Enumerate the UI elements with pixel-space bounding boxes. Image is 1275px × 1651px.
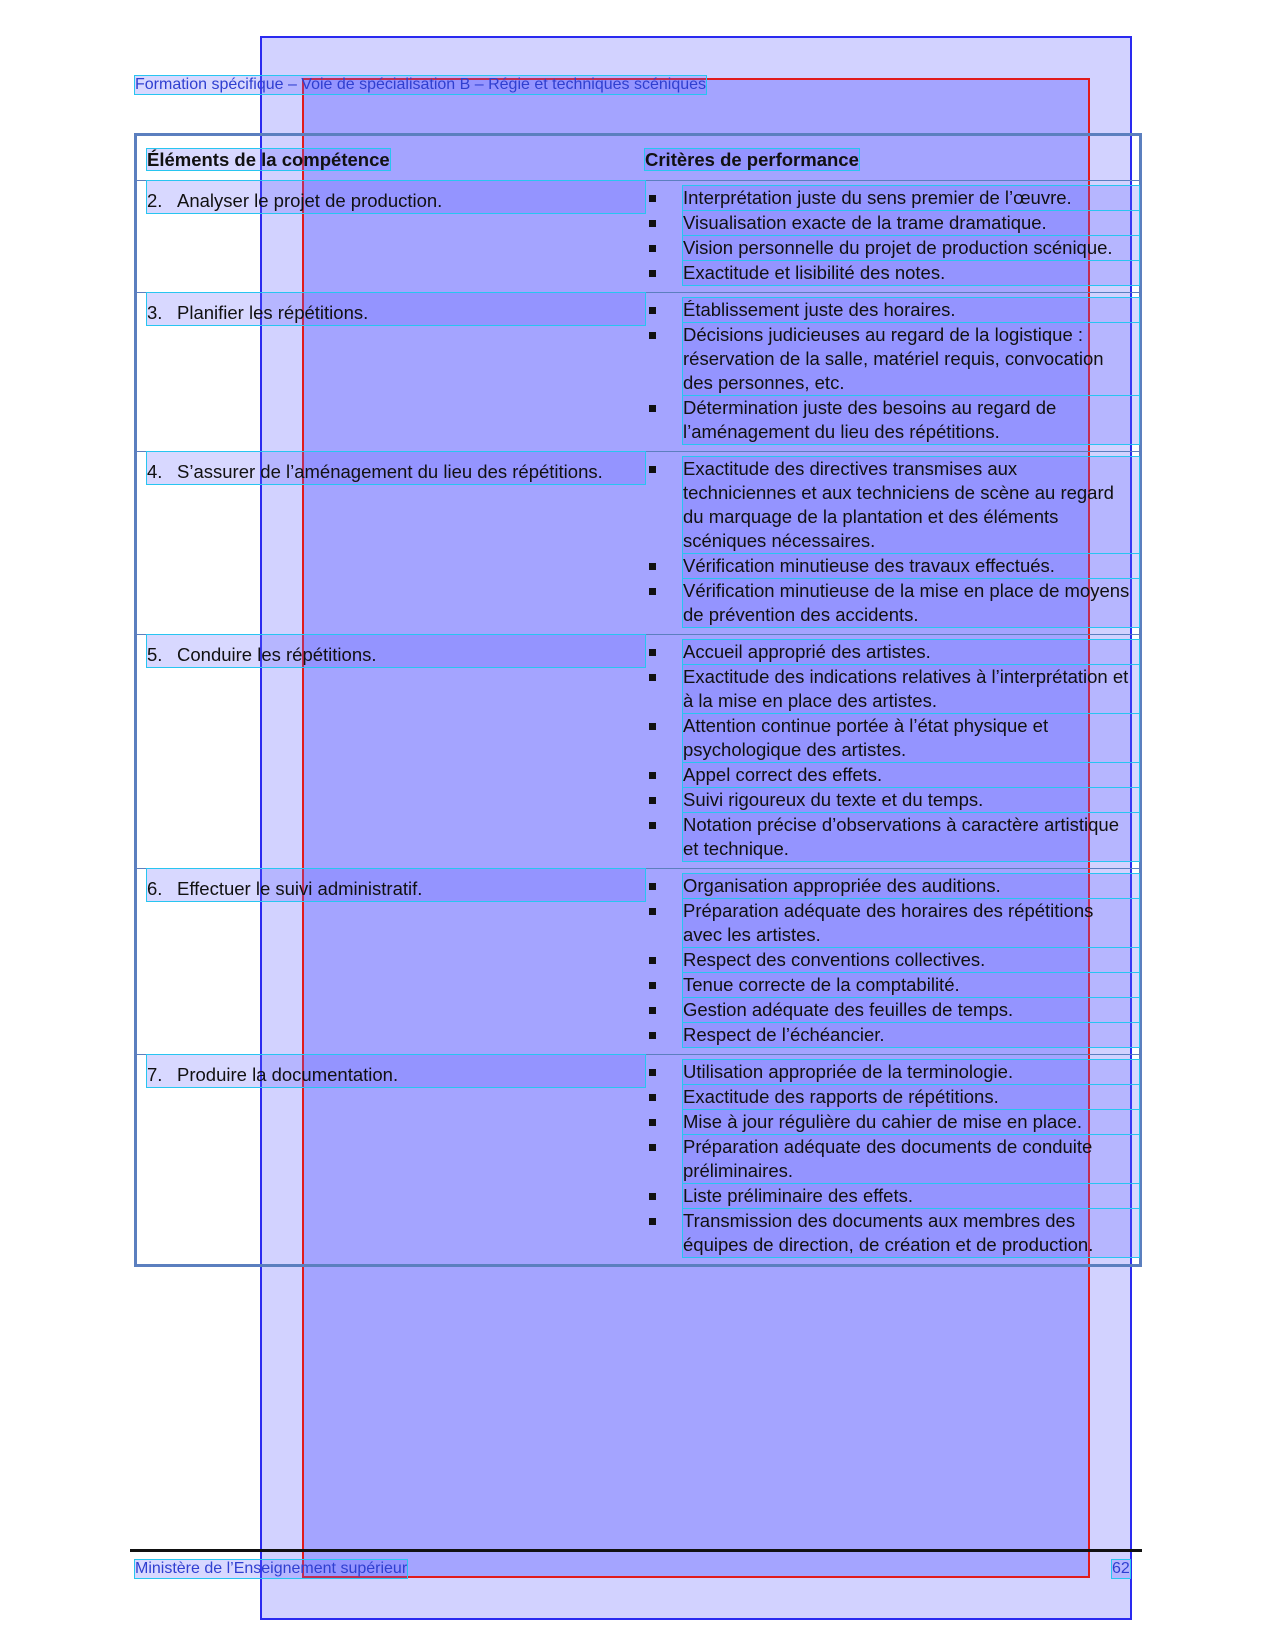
criterion-item (645, 457, 1139, 553)
bullet-icon (645, 298, 683, 322)
competence-element (147, 293, 645, 325)
criteria-list (645, 293, 1139, 451)
bullet-icon (645, 998, 683, 1022)
criterion-text: Établissement juste des horaires. (683, 298, 1139, 322)
bullet-icon (645, 1184, 683, 1208)
criterion-text: Exactitude et lisibilité des notes. (683, 261, 1139, 285)
element-number: 5. (147, 644, 163, 665)
criterion-text: Exactitude des rapports de répétitions. (683, 1085, 1139, 1109)
criterion-text: Gestion adéquate des feuilles de temps. (683, 998, 1139, 1022)
criteria-list (645, 1055, 1139, 1264)
criteria-list (645, 635, 1139, 868)
bullet-icon (645, 1085, 683, 1109)
criterion-text: Vision personnelle du projet de production scénique. (683, 236, 1139, 260)
criterion-text: Vérification minutieuse des travaux effectués. (683, 554, 1139, 578)
criterion-item (645, 396, 1139, 444)
table-row (137, 635, 1139, 869)
criterion-text: Utilisation appropriée de la terminologie. (683, 1060, 1139, 1084)
criterion-text: Préparation adéquate des documents de conduite préliminaires. (683, 1135, 1139, 1183)
criterion-item (645, 211, 1139, 235)
bullet-icon (645, 640, 683, 664)
competence-element (147, 181, 645, 213)
criterion-text: Transmission des documents aux membres des équipes de direction, de création et de production. (683, 1209, 1139, 1257)
criterion-text: Décisions judicieuses au regard de la logistique : réservation de la salle, matériel requis, convocation des personnes, etc. (683, 323, 1139, 395)
criteria-list (645, 181, 1139, 292)
criterion-item (645, 813, 1139, 861)
competence-element (147, 1055, 645, 1087)
criterion-text: Détermination juste des besoins au regard de l’aménagement du lieu des répétitions. (683, 396, 1139, 444)
criterion-text: Mise à jour régulière du cahier de mise en place. (683, 1110, 1139, 1134)
criterion-text: Interprétation juste du sens premier de l’œuvre. (683, 186, 1139, 210)
element-number: 4. (147, 461, 163, 482)
footer-rule (130, 1549, 1142, 1552)
bullet-icon (645, 665, 683, 713)
criterion-text: Suivi rigoureux du texte et du temps. (683, 788, 1139, 812)
competence-element (147, 452, 645, 484)
criterion-text: Notation précise d’observations à caractère artistique et technique. (683, 813, 1139, 861)
criterion-text: Respect des conventions collectives. (683, 948, 1139, 972)
criterion-item (645, 186, 1139, 210)
criterion-item (645, 1085, 1139, 1109)
criterion-item (645, 236, 1139, 260)
element-text: Analyser le projet de production. (177, 190, 443, 211)
criterion-text: Tenue correcte de la comptabilité. (683, 973, 1139, 997)
criterion-text: Accueil approprié des artistes. (683, 640, 1139, 664)
criterion-text: Respect de l’échéancier. (683, 1023, 1139, 1047)
table-row (137, 869, 1139, 1055)
criterion-item (645, 714, 1139, 762)
header-criteria: Critères de performance (645, 149, 859, 170)
criterion-item (645, 998, 1139, 1022)
criteria-list (645, 869, 1139, 1054)
criterion-text: Vérification minutieuse de la mise en place de moyens de prévention des accidents. (683, 579, 1139, 627)
criterion-item (645, 788, 1139, 812)
bullet-icon (645, 714, 683, 762)
criterion-text: Visualisation exacte de la trame dramatique. (683, 211, 1139, 235)
element-text: Produire la documentation. (177, 1064, 399, 1085)
criterion-item (645, 640, 1139, 664)
bullet-icon (645, 948, 683, 972)
element-text: S’assurer de l’aménagement du lieu des répétitions. (177, 461, 603, 482)
criterion-item (645, 1060, 1139, 1084)
bullet-icon (645, 813, 683, 861)
competence-element (147, 635, 645, 667)
bullet-icon (645, 396, 683, 444)
element-text: Planifier les répétitions. (177, 302, 369, 323)
criterion-text: Attention continue portée à l’état physique et psychologique des artistes. (683, 714, 1139, 762)
footer-ministry: Ministère de l’Enseignement supérieur (135, 1560, 408, 1577)
criterion-item (645, 763, 1139, 787)
element-text: Effectuer le suivi administratif. (177, 878, 423, 899)
bullet-icon (645, 1060, 683, 1084)
criterion-text: Exactitude des indications relatives à l’interprétation et à la mise en place des artistes. (683, 665, 1139, 713)
bullet-icon (645, 323, 683, 395)
element-text: Conduire les répétitions. (177, 644, 377, 665)
criterion-text: Appel correct des effets. (683, 763, 1139, 787)
criterion-item (645, 298, 1139, 322)
criterion-item (645, 261, 1139, 285)
page-number: 62 (1112, 1560, 1130, 1577)
table-header-row (137, 136, 1139, 181)
criterion-item (645, 1135, 1139, 1183)
criterion-item (645, 579, 1139, 627)
table-row (137, 293, 1139, 452)
competence-element (147, 869, 645, 901)
element-number: 3. (147, 302, 163, 323)
table-row (137, 181, 1139, 293)
element-number: 2. (147, 190, 163, 211)
header-elements: Éléments de la compétence (147, 149, 390, 170)
bullet-icon (645, 763, 683, 787)
bullet-icon (645, 899, 683, 947)
criterion-item (645, 874, 1139, 898)
criterion-text: Liste préliminaire des effets. (683, 1184, 1139, 1208)
bullet-icon (645, 1023, 683, 1047)
bullet-icon (645, 554, 683, 578)
criterion-item (645, 554, 1139, 578)
criteria-list (645, 452, 1139, 634)
table-body (137, 181, 1139, 1264)
criterion-text: Préparation adéquate des horaires des répétitions avec les artistes. (683, 899, 1139, 947)
element-number: 7. (147, 1064, 163, 1085)
bullet-icon (645, 457, 683, 553)
bullet-icon (645, 261, 683, 285)
bullet-icon (645, 1209, 683, 1257)
table-row (137, 1055, 1139, 1264)
element-number: 6. (147, 878, 163, 899)
bullet-icon (645, 1110, 683, 1134)
criterion-item (645, 665, 1139, 713)
bullet-icon (645, 973, 683, 997)
criterion-item (645, 973, 1139, 997)
criterion-item (645, 1023, 1139, 1047)
bullet-icon (645, 236, 683, 260)
bullet-icon (645, 186, 683, 210)
bullet-icon (645, 579, 683, 627)
criterion-item (645, 323, 1139, 395)
bullet-icon (645, 211, 683, 235)
criterion-item (645, 1110, 1139, 1134)
table-row (137, 452, 1139, 635)
competence-table (134, 133, 1142, 1267)
criterion-item (645, 1209, 1139, 1257)
running-head: Formation spécifique – Voie de spécialisation B – Régie et techniques scéniques (135, 76, 707, 93)
criterion-item (645, 899, 1139, 947)
bullet-icon (645, 788, 683, 812)
bullet-icon (645, 874, 683, 898)
criterion-item (645, 948, 1139, 972)
bullet-icon (645, 1135, 683, 1183)
criterion-text: Exactitude des directives transmises aux techniciennes et aux techniciens de scène au regard du marquage de la plantation et des éléments scéniques nécessaires. (683, 457, 1139, 553)
criterion-text: Organisation appropriée des auditions. (683, 874, 1139, 898)
criterion-item (645, 1184, 1139, 1208)
